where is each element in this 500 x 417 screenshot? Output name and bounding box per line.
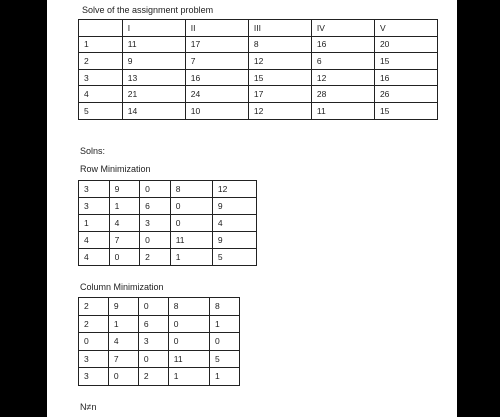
table-cell: 9 — [122, 53, 185, 70]
table-cell: 26 — [374, 86, 437, 103]
assignment-cost-table — [78, 19, 438, 120]
table-cell: 28 — [311, 86, 374, 103]
table-header-cell: II — [185, 20, 248, 37]
table-row — [79, 368, 240, 386]
table-cell: 3 — [79, 350, 109, 368]
table-cell: 4 — [79, 86, 123, 103]
table-cell: 2 — [79, 53, 123, 70]
table-header-cell: IV — [311, 20, 374, 37]
table-cell: 0 — [108, 368, 138, 386]
table-cell: 9 — [108, 298, 138, 316]
table-header-cell: V — [374, 20, 437, 37]
row-minimization-body — [79, 181, 257, 266]
table-cell: 12 — [311, 69, 374, 86]
table-cell: 16 — [374, 69, 437, 86]
table-cell: 0 — [170, 215, 212, 232]
table-row — [79, 298, 240, 316]
row-minimization-label: Row Minimization — [80, 164, 151, 174]
table-cell: 3 — [79, 69, 123, 86]
table-cell: 0 — [109, 249, 140, 266]
table-cell: 6 — [311, 53, 374, 70]
table-cell: 8 — [168, 298, 209, 316]
table-row — [79, 198, 257, 215]
table-cell: 0 — [170, 198, 212, 215]
table-cell: 3 — [79, 368, 109, 386]
table-cell: 3 — [79, 181, 110, 198]
table-cell: 0 — [140, 181, 171, 198]
table-cell: 0 — [138, 298, 168, 316]
table-row — [79, 102, 438, 119]
table-header-cell — [79, 20, 123, 37]
table-cell: 5 — [79, 102, 123, 119]
table-cell: 11 — [170, 232, 212, 249]
table-cell: 15 — [248, 69, 311, 86]
table-cell: 7 — [109, 232, 140, 249]
table-cell: 1 — [168, 368, 209, 386]
column-minimization-label: Column Minimization — [80, 282, 164, 292]
table-cell: 3 — [140, 215, 171, 232]
table-cell: 3 — [138, 333, 168, 351]
table-row — [79, 232, 257, 249]
table-row — [79, 53, 438, 70]
table-cell: 15 — [374, 53, 437, 70]
assignment-table-body — [79, 20, 438, 120]
table-cell: 4 — [109, 215, 140, 232]
table-cell: 0 — [79, 333, 109, 351]
table-cell: 12 — [248, 102, 311, 119]
footer-note: N≠n — [80, 402, 97, 412]
table-row — [79, 249, 257, 266]
table-header-cell: I — [122, 20, 185, 37]
table-cell: 15 — [374, 102, 437, 119]
table-cell: 16 — [185, 69, 248, 86]
table-header-cell: III — [248, 20, 311, 37]
table-cell: 7 — [185, 53, 248, 70]
table-cell: 0 — [140, 232, 171, 249]
table-cell: 11 — [122, 36, 185, 53]
row-minimization-table — [78, 180, 257, 266]
table-cell: 2 — [140, 249, 171, 266]
table-cell: 8 — [248, 36, 311, 53]
table-cell: 16 — [311, 36, 374, 53]
table-cell: 6 — [140, 198, 171, 215]
table-cell: 0 — [168, 315, 209, 333]
table-cell: 1 — [79, 36, 123, 53]
table-cell: 1 — [170, 249, 212, 266]
solns-label: Solns: — [80, 146, 106, 156]
table-cell: 9 — [109, 181, 140, 198]
table-cell: 2 — [138, 368, 168, 386]
column-minimization-body — [79, 298, 240, 386]
table-cell: 1 — [210, 368, 240, 386]
table-cell: 12 — [212, 181, 256, 198]
table-cell: 14 — [122, 102, 185, 119]
table-cell: 21 — [122, 86, 185, 103]
table-cell: 6 — [138, 315, 168, 333]
table-cell: 2 — [79, 315, 109, 333]
table-cell: 1 — [108, 315, 138, 333]
table-header-row — [79, 20, 438, 37]
table-cell: 4 — [79, 232, 110, 249]
table-row — [79, 315, 240, 333]
table-cell: 4 — [108, 333, 138, 351]
column-minimization-table — [78, 297, 240, 386]
table-cell: 0 — [210, 333, 240, 351]
table-cell: 12 — [248, 53, 311, 70]
table-cell: 20 — [374, 36, 437, 53]
table-cell: 5 — [210, 350, 240, 368]
table-cell: 11 — [311, 102, 374, 119]
table-cell: 4 — [212, 215, 256, 232]
table-cell: 3 — [79, 198, 110, 215]
table-cell: 13 — [122, 69, 185, 86]
table-cell: 7 — [108, 350, 138, 368]
table-cell: 9 — [212, 232, 256, 249]
table-row — [79, 333, 240, 351]
table-cell: 17 — [185, 36, 248, 53]
table-row — [79, 181, 257, 198]
table-cell: 5 — [212, 249, 256, 266]
table-cell: 8 — [210, 298, 240, 316]
table-row — [79, 350, 240, 368]
table-cell: 17 — [248, 86, 311, 103]
table-cell: 0 — [138, 350, 168, 368]
table-cell: 24 — [185, 86, 248, 103]
table-cell: 2 — [79, 298, 109, 316]
table-cell: 8 — [170, 181, 212, 198]
table-cell: 9 — [212, 198, 256, 215]
table-row — [79, 69, 438, 86]
table-cell: 1 — [210, 315, 240, 333]
table-cell: 4 — [79, 249, 110, 266]
table-cell: 1 — [79, 215, 110, 232]
table-row — [79, 36, 438, 53]
table-cell: 11 — [168, 350, 209, 368]
table-cell: 0 — [168, 333, 209, 351]
document-page — [47, 0, 457, 417]
table-cell: 1 — [109, 198, 140, 215]
table-cell: 10 — [185, 102, 248, 119]
document-title: Solve of the assignment problem — [82, 5, 214, 15]
table-row — [79, 86, 438, 103]
table-row — [79, 215, 257, 232]
